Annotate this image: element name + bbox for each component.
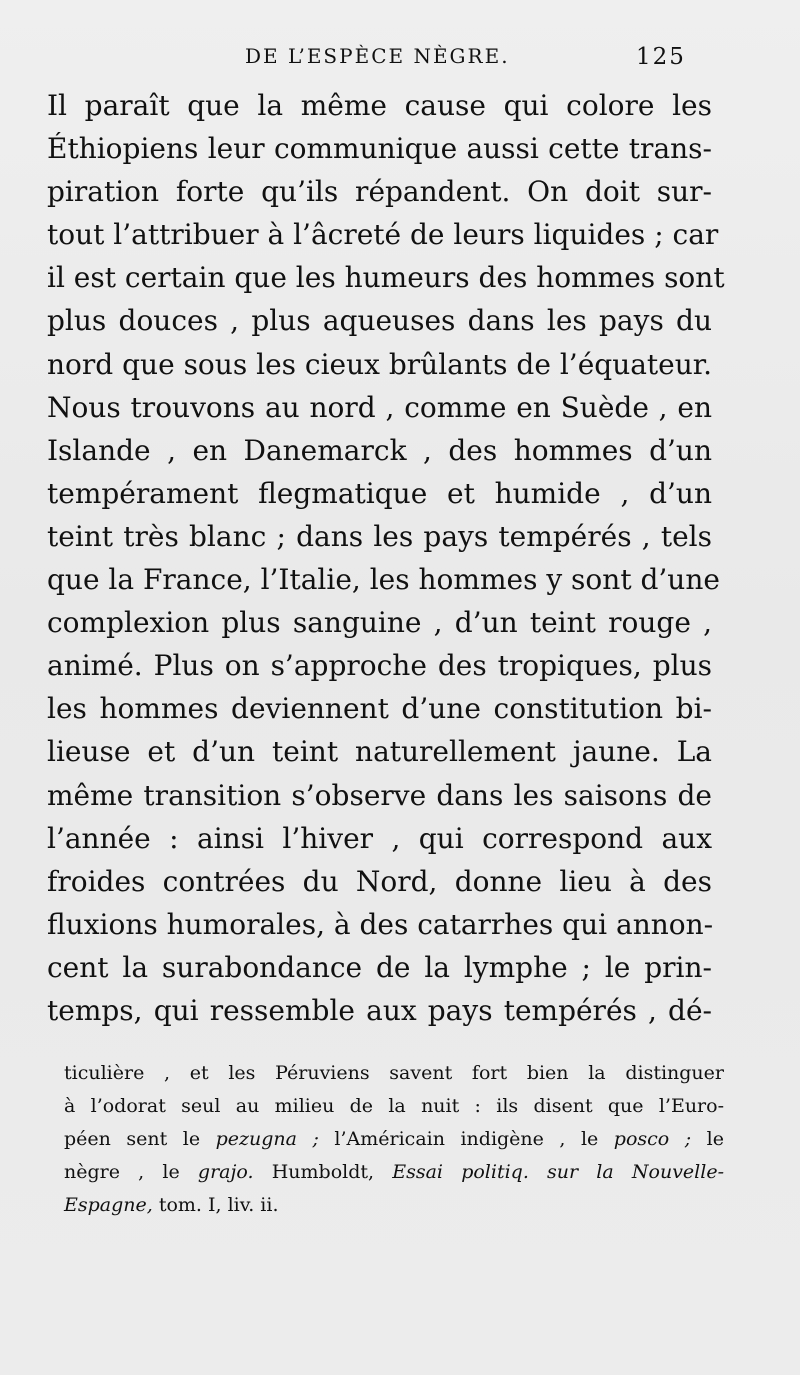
text-line: l’année : ainsi l’hiver , qui correspond aux (47, 821, 712, 855)
text-line: même transition s’observe dans les saisons de (47, 778, 712, 812)
text-line: il est certain que les humeurs des hommes sont (47, 261, 725, 295)
text-line: les hommes deviennent d’une constitution bi- (47, 692, 712, 726)
footnote-text: l’Américain indigène , le (318, 1128, 614, 1150)
footnote-line (64, 1123, 724, 1156)
footnote-italic-title: Espagne, (64, 1194, 153, 1216)
text-line: tempérament flegmatique et humide , d’un (47, 476, 712, 510)
text-line: que la France, l’Italie, les hommes y sont d’une (47, 563, 720, 597)
text-line: cent la surabondance de la lymphe ; le prin- (47, 950, 712, 984)
footnote-line: à l’odorat seul au milieu de la nuit : ils disent que l’Euro- (64, 1095, 724, 1117)
text-line: complexion plus sanguine , d’un teint rouge , (47, 606, 712, 640)
page-number: 125 (636, 44, 686, 70)
text-line: tout l’attribuer à l’âcreté de leurs liquides ; car (47, 218, 719, 252)
text-line: fluxions humorales, à des catarrhes qui annon- (47, 907, 714, 941)
footnote (64, 1057, 724, 1222)
text-line: plus douces , plus aqueuses dans les pays du (47, 304, 712, 338)
footnote-text: le (691, 1128, 724, 1150)
footnote-text: péen sent le (64, 1128, 216, 1150)
text-line: piration forte qu’ils répandent. On doit sur- (47, 175, 712, 209)
text-line: temps, qui ressemble aux pays tempérés , dé- (47, 993, 712, 1027)
running-head: DE L’ESPÈCE NÈGRE. (245, 44, 510, 68)
footnote-italic-term: grajo. (197, 1161, 254, 1183)
footnote-line (64, 1156, 724, 1189)
text-line: froides contrées du Nord, donne lieu à des (47, 864, 712, 898)
text-line: nord que sous les cieux brûlants de l’équateur. (47, 347, 712, 381)
text-line: Nous trouvons au nord , comme en Suède , en (47, 390, 712, 424)
body-text (47, 84, 725, 1032)
text-line: animé. Plus on s’approche des tropiques, plus (47, 649, 712, 683)
footnote-italic-term: posco ; (613, 1128, 692, 1150)
text-line: teint très blanc ; dans les pays tempérés , tels (47, 519, 712, 553)
text-line: lieuse et d’un teint naturellement jaune. La (47, 735, 712, 769)
text-line: Éthiopiens leur communique aussi cette trans- (47, 132, 712, 166)
footnote-text: Humboldt, (253, 1161, 393, 1183)
footnote-line: ticulière , et les Péruviens savent fort bien la distinguer (64, 1062, 724, 1084)
page-header (0, 44, 800, 76)
footnote-text: nègre , le (64, 1161, 198, 1183)
footnote-line (64, 1189, 724, 1222)
footnote-italic-term: pezugna ; (215, 1128, 319, 1150)
footnote-text: tom. I, liv. ii. (152, 1194, 279, 1216)
footnote-italic-title: Essai politiq. sur la Nouvelle- (392, 1161, 724, 1183)
text-line: Il paraît que la même cause qui colore les (47, 89, 712, 122)
text-line: Islande , en Danemarck , des hommes d’un (47, 433, 712, 467)
